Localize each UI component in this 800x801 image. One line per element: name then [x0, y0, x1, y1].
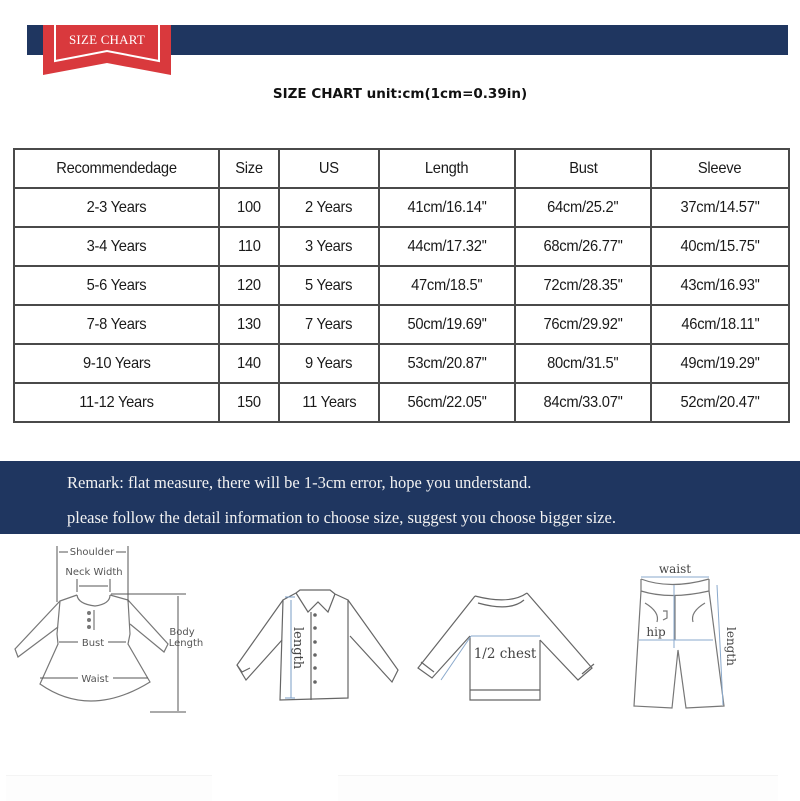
remark-banner — [0, 461, 800, 534]
size-table-container — [13, 148, 788, 423]
shirt-diagram — [230, 570, 410, 745]
col-header-size: Size — [219, 149, 279, 188]
cell-bust: 64cm/25.2'' — [515, 188, 651, 227]
cell-age: 9-10 Years — [14, 344, 219, 383]
sweater-diagram — [410, 570, 610, 745]
shirt-length-label: length — [290, 627, 305, 670]
cell-us: 7 Years — [279, 305, 379, 344]
shirt-icon — [230, 570, 410, 740]
table-row — [14, 383, 789, 422]
cell-us: 11 Years — [279, 383, 379, 422]
cell-length: 44cm/17.32'' — [379, 227, 515, 266]
cell-age: 11-12 Years — [14, 383, 219, 422]
cell-bust: 84cm/33.07'' — [515, 383, 651, 422]
cell-us: 2 Years — [279, 188, 379, 227]
chest-label: 1/2 chest — [473, 646, 537, 662]
measurement-diagrams — [0, 534, 800, 754]
shoulder-label: Shoulder — [69, 547, 115, 558]
cell-age: 2-3 Years — [14, 188, 219, 227]
neck-width-label: Neck Width — [65, 567, 123, 578]
size-table — [13, 148, 790, 423]
cell-us: 5 Years — [279, 266, 379, 305]
col-header-length: Length — [379, 149, 515, 188]
cell-size: 120 — [219, 266, 279, 305]
col-header-bust: Bust — [515, 149, 651, 188]
cell-sleeve: 52cm/20.47'' — [651, 383, 789, 422]
pants-waist-label: waist — [658, 562, 692, 576]
cell-size: 110 — [219, 227, 279, 266]
dress-diagram — [0, 534, 230, 739]
pants-hip-label: hip — [646, 625, 666, 639]
table-row — [14, 266, 789, 305]
cell-us: 3 Years — [279, 227, 379, 266]
cell-sleeve: 49cm/19.29'' — [651, 344, 789, 383]
cell-size: 130 — [219, 305, 279, 344]
cell-bust: 68cm/26.77'' — [515, 227, 651, 266]
cell-size: 150 — [219, 383, 279, 422]
body-length-label-2: Length — [168, 638, 204, 649]
cell-bust: 72cm/28.35'' — [515, 266, 651, 305]
cell-us: 9 Years — [279, 344, 379, 383]
cell-bust: 76cm/29.92'' — [515, 305, 651, 344]
table-row — [14, 344, 789, 383]
sweater-icon — [410, 570, 610, 740]
remark-line-1: Remark: flat measure, there will be 1-3cm error, hope you understand. — [67, 473, 532, 492]
cell-sleeve: 46cm/18.11'' — [651, 305, 789, 344]
pants-length-label: length — [724, 627, 738, 666]
cell-length: 47cm/18.5'' — [379, 266, 515, 305]
body-length-label-1: Body — [169, 627, 195, 638]
size-chart-ribbon — [43, 25, 171, 75]
table-row — [14, 227, 789, 266]
pants-icon — [610, 550, 800, 750]
cell-length: 53cm/20.87'' — [379, 344, 515, 383]
table-row — [14, 305, 789, 344]
cell-sleeve: 37cm/14.57'' — [651, 188, 789, 227]
cell-length: 50cm/19.69'' — [379, 305, 515, 344]
table-row — [14, 188, 789, 227]
cell-sleeve: 43cm/16.93'' — [651, 266, 789, 305]
cell-bust: 80cm/31.5'' — [515, 344, 651, 383]
cell-age: 7-8 Years — [14, 305, 219, 344]
col-header-age: Recommendedage — [14, 149, 219, 188]
cell-size: 140 — [219, 344, 279, 383]
col-header-sleeve: Sleeve — [651, 149, 789, 188]
cell-length: 41cm/16.14'' — [379, 188, 515, 227]
waist-label: Waist — [81, 674, 109, 685]
cell-age: 3-4 Years — [14, 227, 219, 266]
pants-diagram — [610, 550, 800, 755]
bottom-strip-right — [338, 775, 778, 801]
ribbon-label: SIZE CHART — [69, 32, 145, 47]
remark-line-2: please follow the detail information to choose size, suggest you choose bigger size. — [67, 508, 616, 527]
cell-length: 56cm/22.05'' — [379, 383, 515, 422]
cell-age: 5-6 Years — [14, 266, 219, 305]
bottom-strip-left — [6, 775, 212, 801]
table-header-row — [14, 149, 789, 188]
cell-size: 100 — [219, 188, 279, 227]
bust-label: Bust — [81, 638, 105, 649]
dress-icon — [0, 534, 230, 734]
cell-sleeve: 40cm/15.75'' — [651, 227, 789, 266]
page-title: SIZE CHART unit:cm(1cm=0.39in) — [272, 86, 528, 102]
col-header-us: US — [279, 149, 379, 188]
